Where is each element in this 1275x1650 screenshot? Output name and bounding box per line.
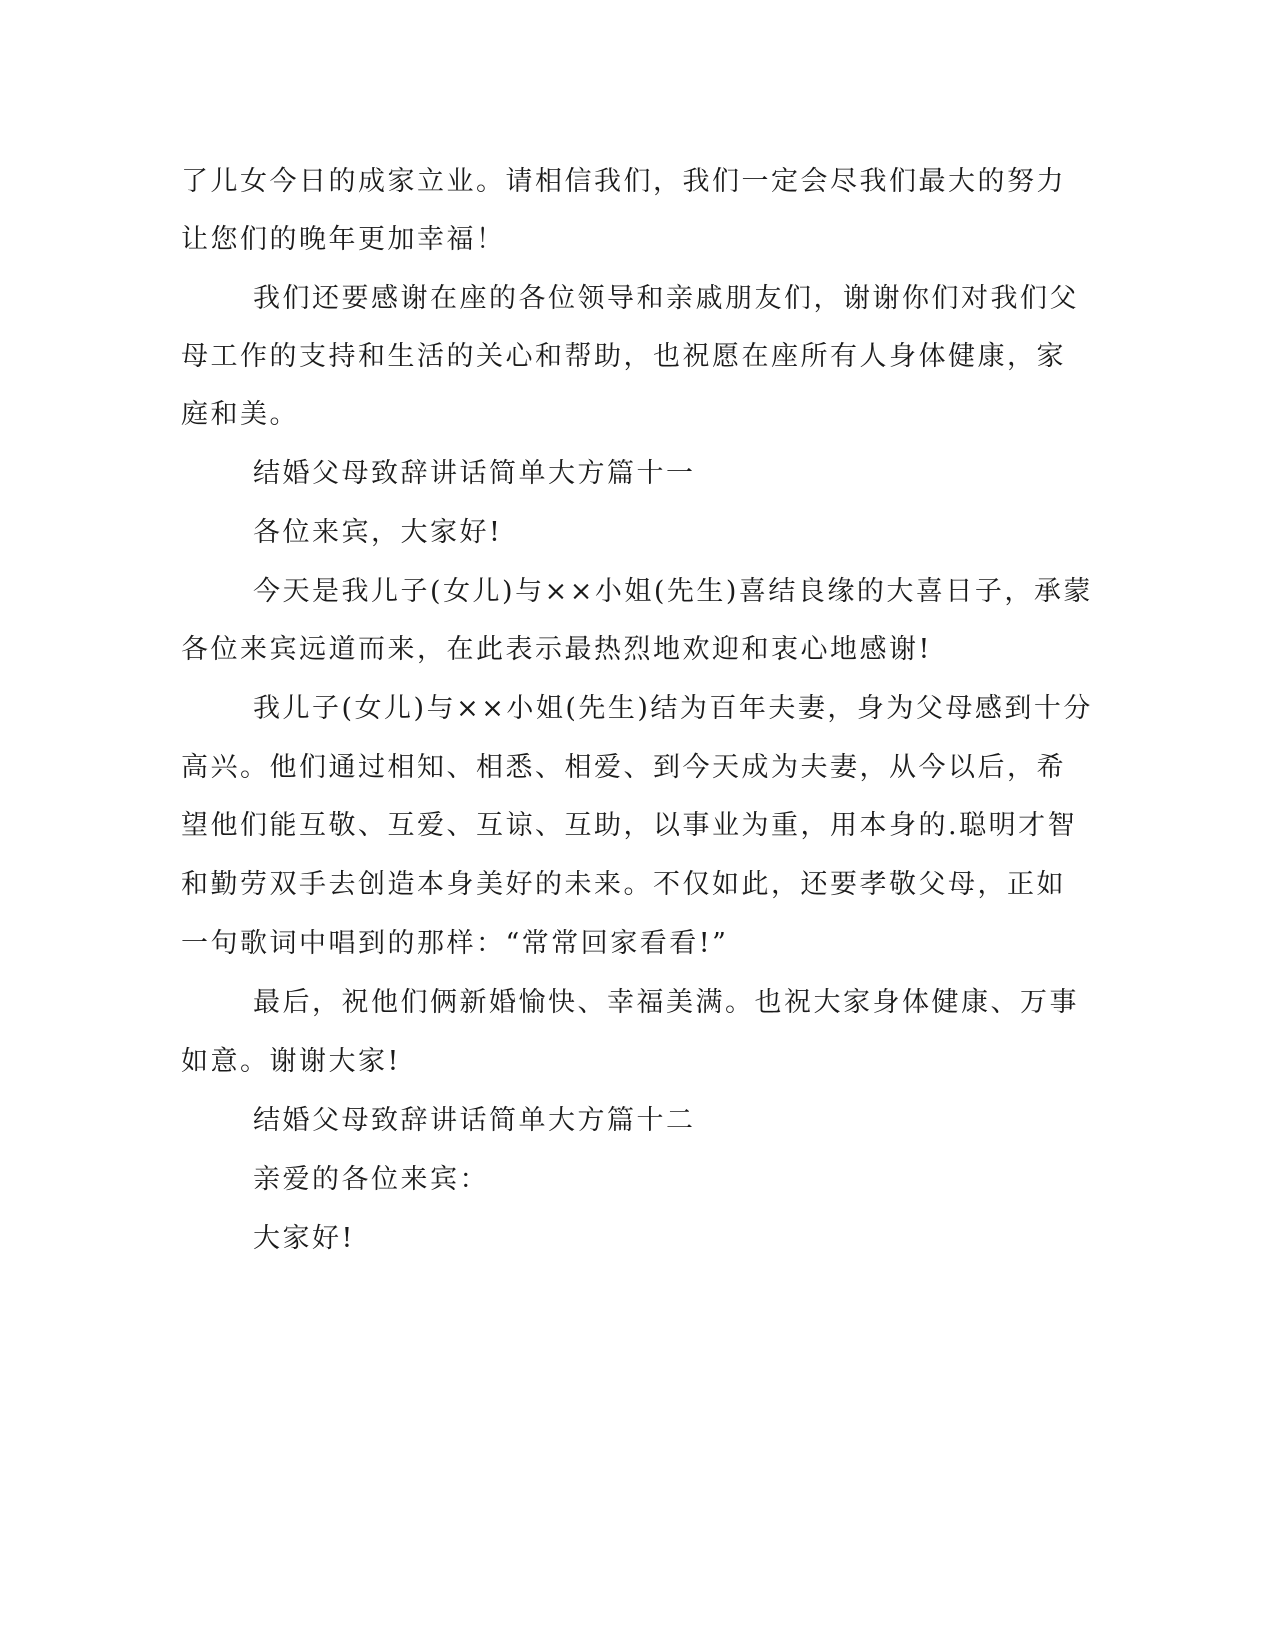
text-line: 如意。谢谢大家! xyxy=(181,1046,401,1077)
paragraph-start-line: 我们还要感谢在座的各位领导和亲戚朋友们，谢谢你们对我们父 xyxy=(253,283,1079,314)
text-line: 各位来宾远道而来，在此表示最热烈地欢迎和衷心地感谢! xyxy=(181,634,932,665)
paragraph-start-line: 最后，祝他们俩新婚愉快、幸福美满。也祝大家身体健康、万事 xyxy=(253,987,1079,1018)
greeting-line: 大家好! xyxy=(253,1223,355,1254)
section-heading: 结婚父母致辞讲话简单大方篇十一 xyxy=(253,458,696,489)
text-line: 望他们能互敬、互爱、互谅、互助，以事业为重，用本身的.聪明才智 xyxy=(181,810,1078,841)
text-line: 让您们的晚年更加幸福！ xyxy=(181,224,506,255)
greeting-line: 亲爱的各位来宾： xyxy=(253,1164,489,1195)
paragraph-start-line: 今天是我儿子(女儿)与××小姐(先生)喜结良缘的大喜日子，承蒙 xyxy=(253,576,1093,607)
text-line: 母工作的支持和生活的关心和帮助，也祝愿在座所有人身体健康，家 xyxy=(181,341,1066,372)
text-line: 了儿女今日的成家立业。请相信我们，我们一定会尽我们最大的努力 xyxy=(181,166,1066,197)
text-line: 和勤劳双手去创造本身美好的未来。不仅如此，还要孝敬父母，正如 xyxy=(181,869,1066,900)
paragraph-start-line: 我儿子(女儿)与××小姐(先生)结为百年夫妻，身为父母感到十分 xyxy=(253,693,1093,724)
text-line: 一句歌词中唱到的那样：“常常回家看看!” xyxy=(181,928,729,959)
text-line: 庭和美。 xyxy=(181,399,299,430)
greeting-line: 各位来宾，大家好! xyxy=(253,517,503,548)
text-line: 高兴。他们通过相知、相悉、相爱、到今天成为夫妻，从今以后，希 xyxy=(181,752,1066,783)
section-heading: 结婚父母致辞讲话简单大方篇十二 xyxy=(253,1105,696,1136)
